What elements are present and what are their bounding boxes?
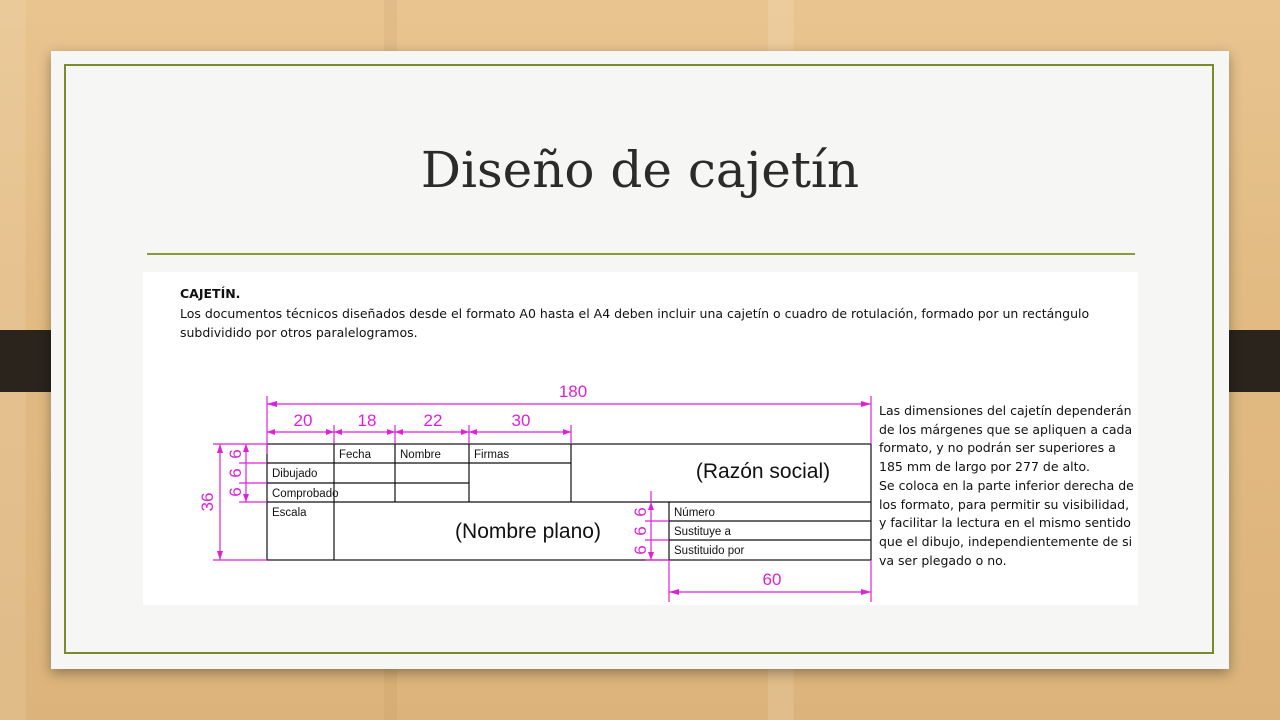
cell-numero: Número (674, 507, 715, 519)
dim-col2: 18 (357, 411, 377, 430)
side-description (879, 402, 1137, 570)
dim-row-a: 6 (226, 449, 245, 459)
slide-title: Diseño de cajetín (420, 141, 860, 199)
dim-col3: 22 (423, 411, 443, 430)
dim-row-b: 6 (226, 468, 245, 478)
cell-nombre: Nombre (400, 449, 441, 461)
cell-nombre-plano: (Nombre plano) (455, 520, 601, 543)
cell-comprobado: Comprobado (272, 488, 339, 500)
dim-total-width: 180 (558, 382, 588, 401)
content-intro: Los documentos técnicos diseñados desde el formato A0 hasta el A4 deben incluir una cajetín o cuadro de rotulación, formado por un rectángulo subdividido por otros paralelogramos. (180, 306, 1090, 340)
cell-sustituye: Sustituye a (674, 526, 731, 538)
dim-right-width: 60 (762, 570, 782, 589)
side-text-placement: Se coloca en la parte inferior derecha de los formato, para permitir su visibilidad, y facilitar la lectura en el mismo sentido que el dibujo, independientemente de si va ser plegado o no. (879, 477, 1134, 568)
dim-row-c: 6 (226, 487, 245, 497)
content-image (143, 272, 1138, 605)
slide (51, 51, 1229, 669)
dim-right-row-1: 6 (631, 507, 650, 517)
dim-right-row-3: 6 (631, 545, 650, 555)
dim-col4: 30 (511, 411, 531, 430)
cell-dibujado: Dibujado (272, 468, 318, 480)
side-text-dimensions: Las dimensiones del cajetín dependerán de los márgenes que se apliquen a cada formato, y no podrán ser superiores a 185 mm de largo por 277 de alto. (879, 403, 1133, 475)
dim-right-row-2: 6 (631, 526, 650, 536)
title-underline (147, 253, 1135, 255)
cell-fecha: Fecha (339, 449, 371, 461)
cell-razon-social: (Razón social) (695, 460, 831, 483)
dim-col1: 20 (293, 411, 313, 430)
dim-total-height: 36 (198, 492, 217, 512)
content-heading: CAJETÍN. (180, 286, 241, 301)
cell-sustituido: Sustituido por (674, 545, 745, 557)
cell-firmas: Firmas (474, 449, 510, 461)
cell-escala: Escala (272, 507, 307, 519)
